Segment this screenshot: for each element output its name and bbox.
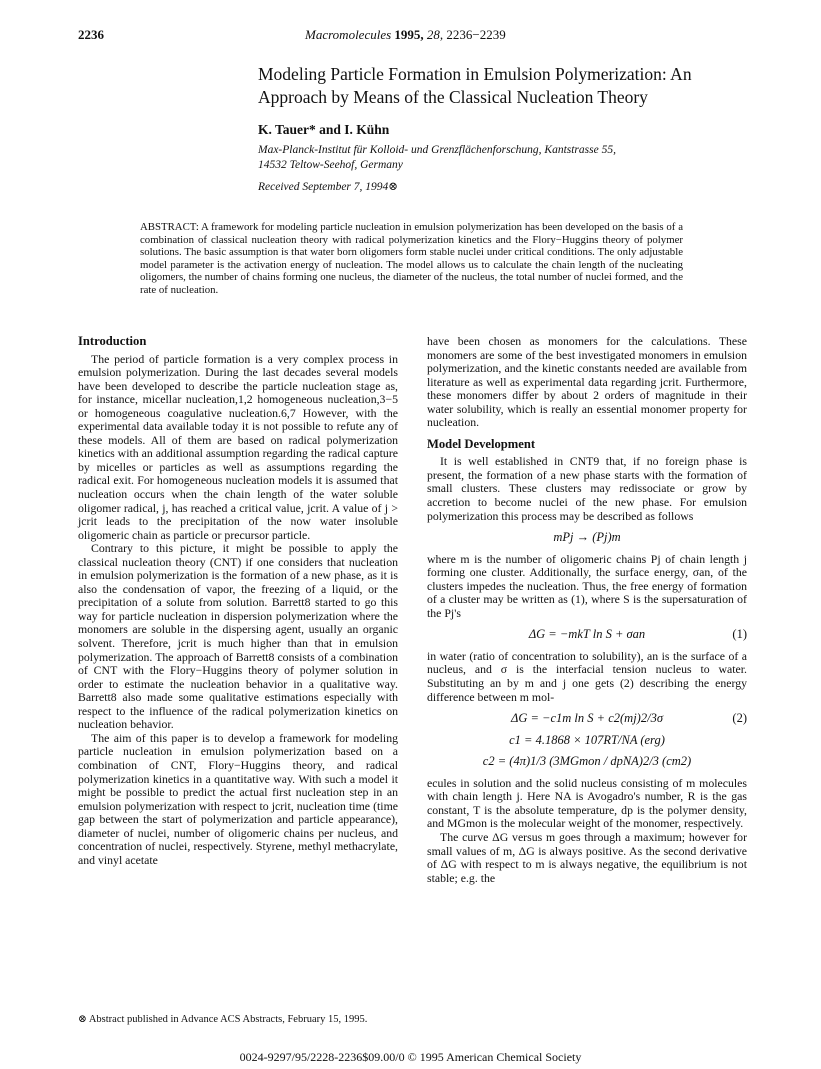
journal-citation xyxy=(305,27,506,43)
section-heading-model: Model Development xyxy=(427,436,536,451)
page-number: 2236 xyxy=(78,27,104,42)
copyright-line: 0024-9297/95/2228-2236$09.00/0 © 1995 American Chemical Society xyxy=(239,1050,582,1064)
affiliation-line-1: Max-Planck-Institut für Kolloid- und Grenzflächenforschung, Kantstrasse 55, xyxy=(258,144,616,156)
section-heading-introduction: Introduction xyxy=(78,334,147,348)
model-paragraph-4: ecules in solution and the solid nucleus consisting of m molecules with chain length j. Here NA is Avogadro's number, R is the gas constant, T is the absolute temperature, dp is the polymer density, and MGmon is the molecular weight of the monomer, respectively. xyxy=(427,775,747,831)
journal-volume: 28, xyxy=(426,27,444,42)
abstract: ABSTRACT: A framework for modeling particle nucleation in emulsion polymerization has been developed on the basis of a combination of classical nucleation theory with radical polymerization kinetics and the Flory−Huggins theory of polymer solutions. The basic assumption is that water born oligomers form stable nuclei under critical conditions. The only adjustable model parameter is the activation energy of nucleation. The model allows us to calculate the chain length of the nucleating oligomers, the number of chains forming one nucleus, the diameter of the nucleus, the total number of nuclei formed, and the rate of nucleation. xyxy=(140,221,683,296)
intro-paragraph-3: The aim of this paper is to develop a framework for modeling particle nucleation in emulsion polymerization based on a combination of CNT, Flory−Huggins theory, and radical polymerization kinetics in a quantitative way. With such a model it might be possible to predict the actual first nucleation step in an emulsion polymerization with respect to jcrit, nucleation time (time gap between the start of polymerization and particle appearance), diameter of nuclei, number of oligomeric chains per nucleus, and concentration of nuclei, respectively. Styrene, methyl methacrylate, and vinyl acetate xyxy=(78,730,398,867)
intro-paragraph-2: Contrary to this picture, it might be possible to apply the classical nucleation theory (CNT) if one considers that nucleation in emulsion polymerization is the formation of a new phase, as it is also the condensation of vapor, the freezing of a liquid, or the precipitation of a solute from solution. Barrett8 started to go this way for particle nucleation in dispersion polymerization where the monomers are soluble in the dispersing agent, usually an organic solvent. Therefore, jcrit is much higher than that in emulsion polymerization. The approach of Barrett8 consists of a combination of CNT with the Flory−Huggins theory of polymer solution in order to estimate the nucleation behavior in a qualitative way. Barrett8 also made some qualitative estimations especially with respect to the influence of the radical polymerization kinetics on nucleation behavior. xyxy=(78,541,398,732)
equation-c2: c2 = (4π)1/3 (3MGmon / dpNA)2/3 (cm2) xyxy=(482,754,692,769)
equation-2-body: ΔG = −c1m ln S + c2(mj)2/3σ xyxy=(511,711,663,726)
equation-1-number: (1) xyxy=(732,627,747,642)
affiliation xyxy=(258,143,728,173)
model-paragraph-1: It is well established in CNT9 that, if no foreign phase is present, the formation of a new phase starts with the formation of small clusters. These clusters may redissociate or grow by accretion to become nuclei of the new phase. For emulsion polymerization this process may be described as follows xyxy=(427,454,747,523)
title-line-1: Modeling Particle Formation in Emulsion Polymerization: An xyxy=(258,64,692,84)
journal-name: Macromolecules xyxy=(305,27,392,42)
model-paragraph-5: The curve ΔG versus m goes through a maximum; however for small values of m, ΔG is always positive. As the second derivative of ΔG with respect to m is always negative, the equilibrium is not stable; e.g. the xyxy=(427,829,747,885)
equation-1-body: ΔG = −mkT ln S + σan xyxy=(528,627,646,642)
article-title xyxy=(258,63,758,109)
equation-c1: c1 = 4.1868 × 107RT/NA (erg) xyxy=(509,732,665,747)
affiliation-line-2: 14532 Teltow-Seehof, Germany xyxy=(258,159,403,171)
journal-year: 1995, xyxy=(394,27,424,42)
equation-1 xyxy=(427,628,747,642)
authors: K. Tauer* and I. Kühn xyxy=(258,122,390,137)
received-date: Received September 7, 1994⊗ xyxy=(258,181,398,193)
left-column xyxy=(78,335,398,867)
right-column xyxy=(427,335,747,885)
footnote: ⊗ Abstract published in Advance ACS Abstracts, February 15, 1995. xyxy=(78,1014,368,1025)
equation-cluster: mPj → (Pj)m xyxy=(553,530,621,545)
model-paragraph-2: where m is the number of oligomeric chains Pj of chain length j forming one cluster. Additionally, the surface energy, σan, of the clusters impedes the nucleation. Thus, the free energy of formation of a cluster may be written as (1), where S is the supersaturation of the Pj's xyxy=(427,551,747,620)
intro-paragraph-1: The period of particle formation is a very complex process in emulsion polymerization. During the last decades several models have been developed to describe the particle nucleation stage as, for instance, micellar nucleation,1,2 homogeneous nucleation,3−5 or homogeneous coagulative nucleation.6,7 However, with the experimental data available today it is not possible to refute any of these models. All of them are based on radical polymerization kinetics with an additional assumption regarding the radical capture by micelles or particles as well as assumptions regarding the radical exit. For homogeneous nucleation models it is assumed that nucleation occurs when the chain length of the water soluble oligomer radical, j, has reached a critical value, jcrit. A value of j > jcrit leads to the precipitation of the now water insoluble oligomeric chain as particle or precursor particle. xyxy=(78,351,398,542)
title-line-2: Approach by Means of the Classical Nucleation Theory xyxy=(258,87,648,107)
right-paragraph-1: have been chosen as monomers for the calculations. These monomers are some of the best investigated monomers in emulsion polymerization, and the kinetic constants needed are available from literature as well as experimental data regarding jcrit. Furthermore, these monomers differ by about 2 orders of magnitude in their water solubility, which is really an essential monomer property for nucleation. xyxy=(427,334,747,430)
equation-2-number: (2) xyxy=(732,711,747,726)
journal-pages: 2236−2239 xyxy=(446,27,506,42)
equation-2 xyxy=(427,712,747,726)
model-paragraph-3: in water (ratio of concentration to solubility), an is the surface of a nucleus, and σ is the interfacial tension nucleus to water. Substituting an by m and j one gets (2) describing the energy difference between m mol- xyxy=(427,648,747,704)
